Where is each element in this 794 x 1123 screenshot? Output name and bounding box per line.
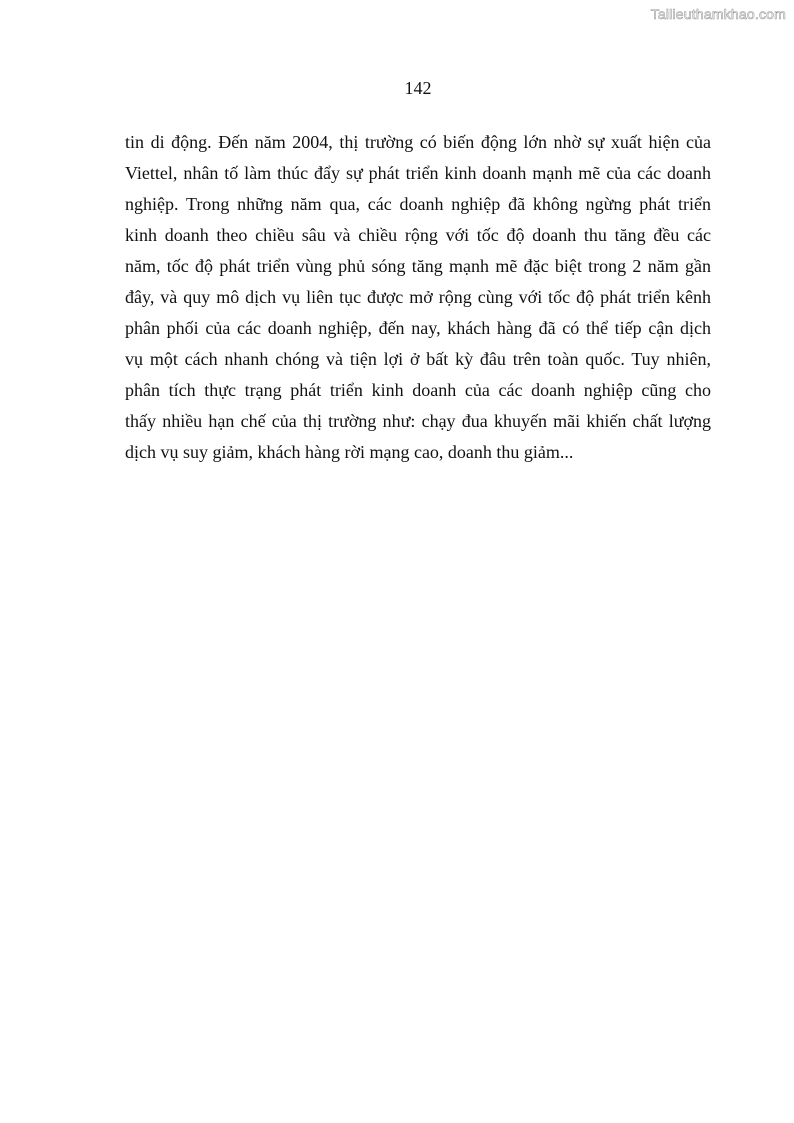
paragraph-line: Viettel, nhân tố làm thúc đẩy sự phát triển kinh doanh mạnh mẽ của các doanh [125, 163, 711, 183]
paragraph-line: đây, và quy mô dịch vụ liên tục được mở rộng cùng với tốc độ phát triển kênh [125, 287, 711, 307]
paragraph-line: phân tích thực trạng phát triển kinh doanh của các doanh nghiệp cũng cho [125, 380, 711, 400]
paragraph-line: nghiệp. Trong những năm qua, các doanh nghiệp đã không ngừng phát triển [125, 194, 711, 214]
body-paragraph [125, 128, 711, 469]
paragraph-line: vụ một cách nhanh chóng và tiện lợi ở bất kỳ đâu trên toàn quốc. Tuy nhiên, [125, 349, 711, 369]
paragraph-line: dịch vụ suy giảm, khách hàng rời mạng cao, doanh thu giảm... [125, 442, 574, 462]
watermark-text: Tailieuthamkhao.com [650, 6, 786, 22]
page-number: 142 [404, 78, 432, 98]
paragraph-line: tin di động. Đến năm 2004, thị trường có biến động lớn nhờ sự xuất hiện của [125, 132, 711, 152]
paragraph-line: phân phối của các doanh nghiệp, đến nay, khách hàng đã có thể tiếp cận dịch [125, 318, 711, 338]
paragraph-line: thấy nhiều hạn chế của thị trường như: chạy đua khuyến mãi khiến chất lượng [125, 411, 711, 431]
paragraph-line: năm, tốc độ phát triển vùng phủ sóng tăng mạnh mẽ đặc biệt trong 2 năm gần [125, 256, 711, 276]
paragraph-line: kinh doanh theo chiều sâu và chiều rộng với tốc độ doanh thu tăng đều các [125, 225, 711, 245]
